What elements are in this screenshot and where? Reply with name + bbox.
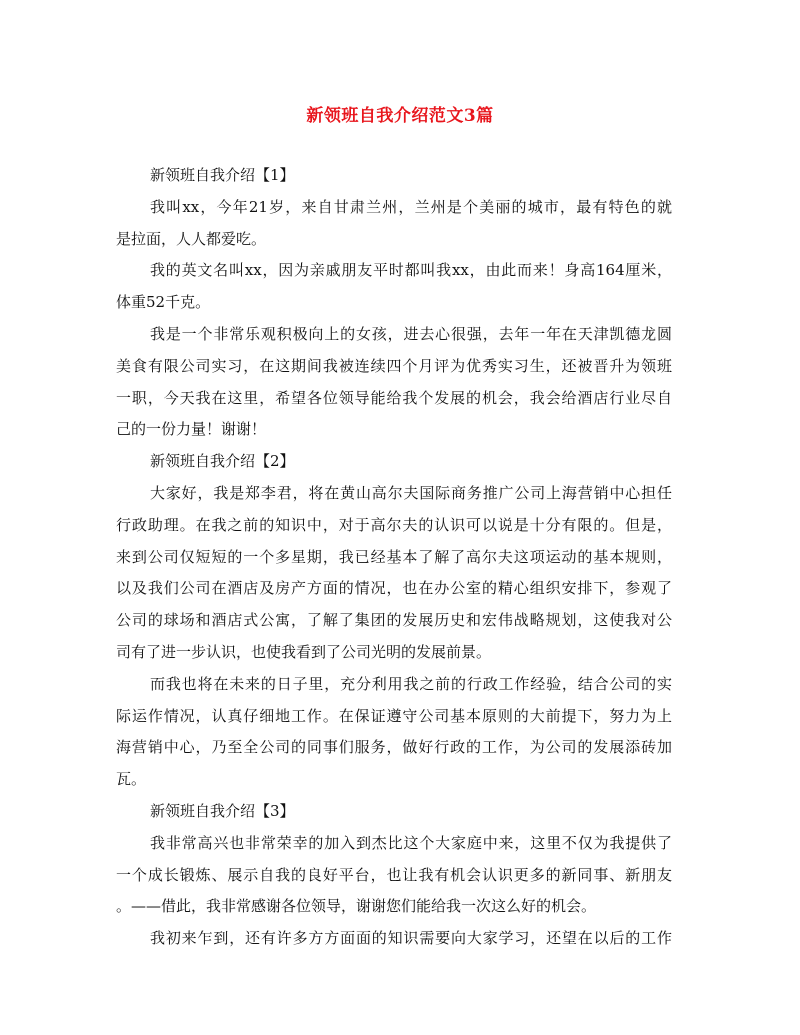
paragraph-line: 我叫xx，今年21岁，来自甘肃兰州，兰州是个美丽的城市，最有特色的就	[150, 197, 672, 216]
paragraph-line: 海营销中心，乃至全公司的同事们服务，做好行政的工作，为公司的发展添砖加	[116, 738, 672, 757]
document-body	[116, 160, 672, 955]
paragraph-line: 我初来乍到，还有许多方方面面的知识需要向大家学习，还望在以后的工作	[150, 929, 672, 948]
paragraph-line: 行政助理。在我之前的知识中，对于高尔夫的认识可以说是十分有限的。但是，	[116, 515, 672, 534]
paragraph-line: 司有了进一步认识，也使我看到了公司光明的发展前景。	[116, 642, 492, 661]
paragraph-line: 际运作情况，认真仔细地工作。在保证遵守公司基本原则的大前提下，努力为上	[116, 706, 672, 725]
paragraph-line: 瓦。	[116, 770, 147, 789]
paragraph-line: 我的英文名叫xx，因为亲戚朋友平时都叫我xx，由此而来！身高164厘米，	[150, 261, 672, 280]
document-title: 新领班自我介绍范文3篇	[306, 106, 494, 126]
section-heading: 新领班自我介绍【2】	[150, 452, 295, 471]
paragraph-line: 一个成长锻炼、展示自我的良好平台，也让我有机会认识更多的新同事、新朋友	[116, 865, 672, 884]
section-heading: 新领班自我介绍【3】	[150, 801, 295, 820]
paragraph-line: 来到公司仅短短的一个多星期，我已经基本了解了高尔夫这项运动的基本规则，	[116, 547, 672, 566]
paragraph-line: 我非常高兴也非常荣幸的加入到杰比这个大家庭中来，这里不仅为我提供了	[150, 833, 672, 852]
paragraph-line: 。——借此，我非常感谢各位领导，谢谢您们能给我一次这么好的机会。	[116, 897, 597, 916]
paragraph-line: 公司的球场和酒店式公寓，了解了集团的发展历史和宏伟战略规划，这使我对公	[116, 611, 672, 630]
paragraph-line: 是拉面，人人都爱吃。	[116, 229, 267, 248]
paragraph-line: 一职，今天我在这里，希望各位领导能给我个发展的机会，我会给酒店行业尽自	[116, 388, 672, 407]
paragraph-line: 大家好，我是郑李君，将在黄山高尔夫国际商务推广公司上海营销中心担任	[150, 483, 672, 502]
paragraph-line: 而我也将在未来的日子里，充分利用我之前的行政工作经验，结合公司的实	[150, 674, 672, 693]
section-heading: 新领班自我介绍【1】	[150, 166, 295, 184]
paragraph-line: 以及我们公司在酒店及房产方面的情况，也在办公室的精心组织安排下，参观了	[116, 579, 672, 598]
paragraph-line: 我是一个非常乐观积极向上的女孩，进去心很强，去年一年在天津凯德龙圆	[150, 324, 672, 343]
paragraph-line: 体重52千克。	[116, 293, 211, 312]
paragraph-line: 己的一份力量！谢谢！	[116, 420, 267, 439]
paragraph-line: 美食有限公司实习，在这期间我被连续四个月评为优秀实习生，还被晋升为领班	[116, 356, 672, 375]
